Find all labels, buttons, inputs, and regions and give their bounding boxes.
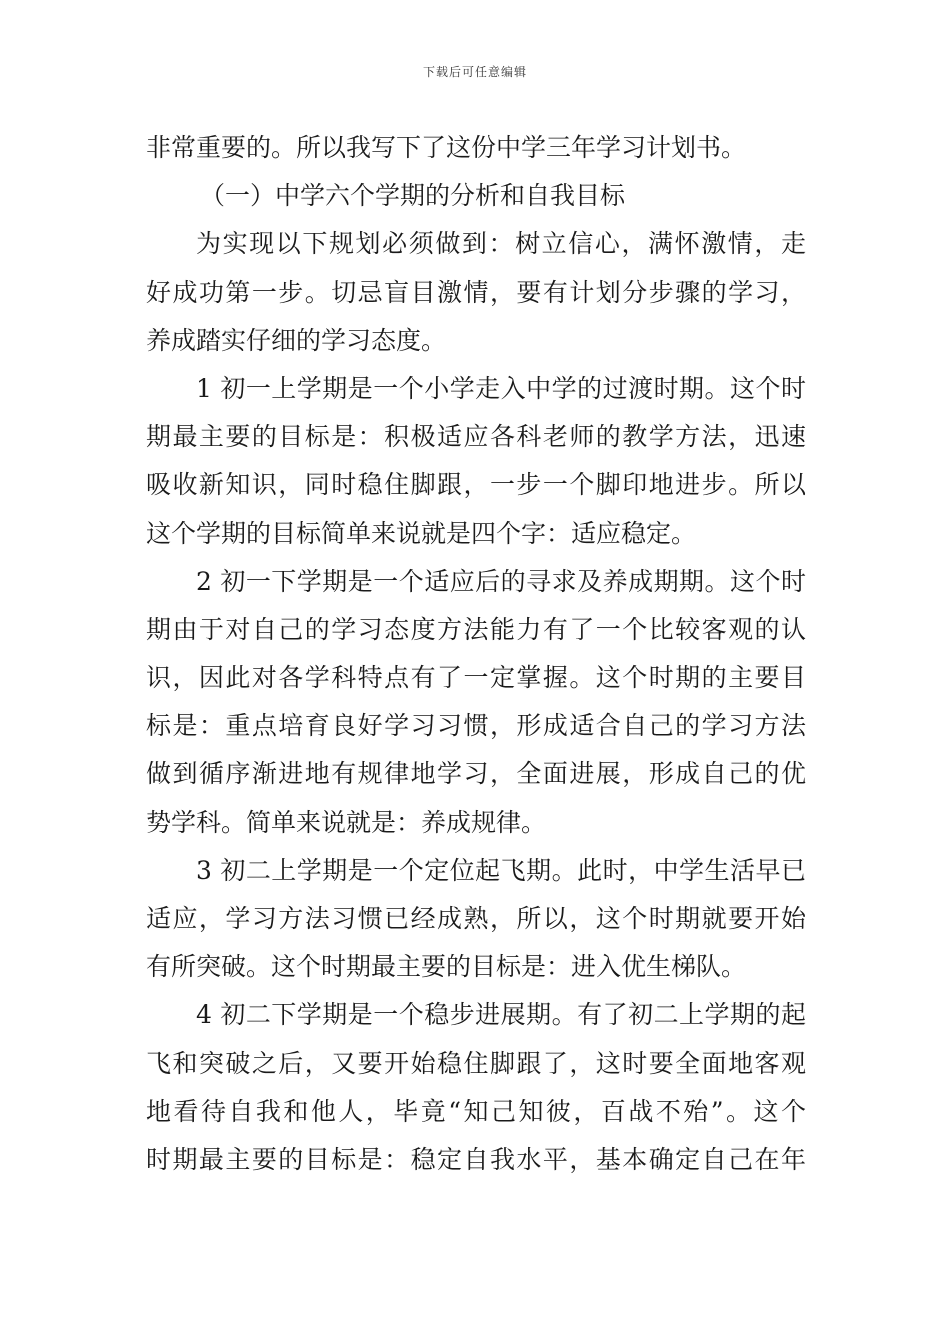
text-line: 做到循序渐进地有规律地学习，全面进展，形成自己的优 — [146, 759, 806, 789]
text-line: 期最主要的目标是：积极适应各科老师的教学方法，迅速 — [146, 422, 806, 452]
text-line: 1 初一上学期是一个小学走入中学的过渡时期。这个时 — [196, 373, 806, 403]
text-line: 为实现以下规划必须做到：树立信心，满怀激情，走 — [196, 229, 806, 259]
text-line: 识，因此对各学科特点有了一定掌握。这个时期的主要目 — [146, 663, 806, 693]
text-line: 吸收新知识，同时稳住脚跟，一步一个脚印地进步。所以 — [146, 470, 806, 500]
text-line: 期由于对自己的学习态度方法能力有了一个比较客观的认 — [146, 614, 806, 644]
text-line: 2 初一下学期是一个适应后的寻求及养成期期。这个时 — [196, 566, 806, 596]
text-line: 非常重要的。所以我写下了这份中学三年学习计划书。 — [146, 133, 747, 162]
text-line: 适应，学习方法习惯已经成熟，所以，这个时期就要开始 — [146, 904, 806, 933]
text-line: 4 初二下学期是一个稳步进展期。有了初二上学期的起 — [196, 1000, 806, 1030]
document-body — [146, 124, 806, 1184]
text-line: 飞和突破之后，又要开始稳住脚跟了，这时要全面地客观 — [146, 1048, 806, 1078]
text-line: 势学科。简单来说就是：养成规律。 — [146, 807, 547, 837]
text-line: 好成功第一步。切忌盲目激情，要有计划分步骤的学习， — [146, 277, 806, 307]
text-line: 这个学期的目标简单来说就是四个字：适应稳定。 — [146, 518, 697, 548]
text-line: 时期最主要的目标是：稳定自我水平，基本确定自己在年 — [146, 1144, 806, 1174]
text-line: 3 初二上学期是一个定位起飞期。此时，中学生活早已 — [196, 855, 806, 885]
text-line: 养成踏实仔细的学习态度。 — [146, 325, 447, 355]
page-header: 下载后可任意编辑 — [422, 65, 527, 79]
text-line: 地看待自我和他人，毕竟“知己知彼，百战不殆”。这个 — [146, 1096, 806, 1126]
section-heading: （一）中学六个学期的分析和自我目标 — [200, 181, 626, 211]
text-line: 标是：重点培育良好学习习惯，形成适合自己的学习方法 — [146, 711, 806, 741]
text-line: 有所突破。这个时期最主要的目标是：进入优生梯队。 — [146, 952, 747, 982]
